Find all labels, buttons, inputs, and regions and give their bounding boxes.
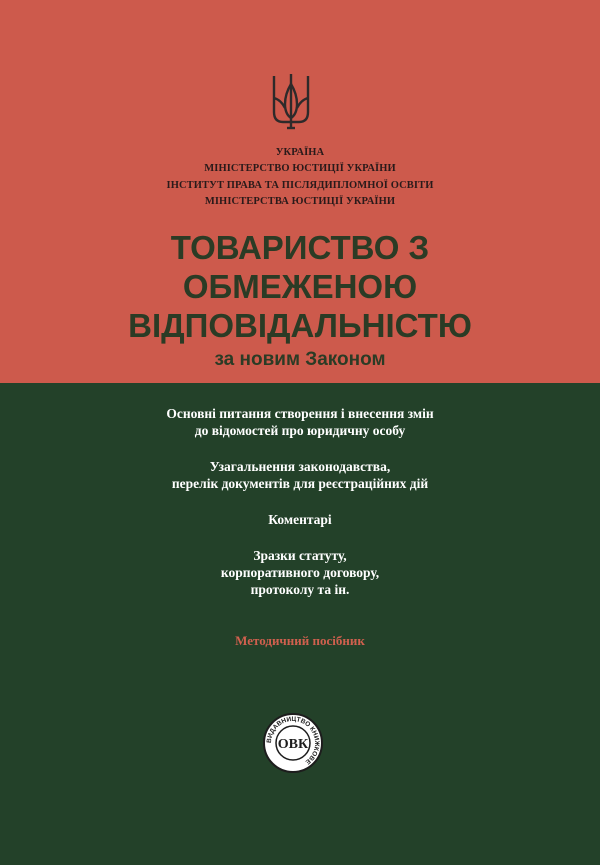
book-subtitle: за новим Законом: [214, 349, 386, 370]
book-title-line-1: ТОВАРИСТВО З: [170, 229, 430, 266]
description-line: до відомостей про юридичну особу: [194, 423, 406, 438]
org-line-institute: ІНСТИТУТ ПРАВА ТА ПІСЛЯДИПЛОМНОЇ ОСВІТИ: [166, 180, 434, 191]
logo-ring-text: ВИДАВНИЦТВО КНИЖКОВЕ: [265, 715, 321, 766]
description-line: Зразки статуту,: [253, 548, 347, 563]
description-line: протоколу та ін.: [250, 582, 350, 597]
org-line-institute-ministry: МІНІСТЕРСТВА ЮСТИЦІЇ УКРАЇНИ: [204, 196, 396, 207]
ovk-publisher-logo: [262, 712, 324, 774]
description-line: Узагальнення законодавства,: [209, 459, 391, 474]
description-line: Коментарі: [268, 512, 332, 527]
description-line: перелік документів для реєстраційних дій: [171, 476, 429, 491]
book-title-line-2: ОБМЕЖЕНОЮ: [182, 268, 418, 305]
org-line-country: УКРАЇНА: [275, 147, 325, 158]
description-line: Основні питання створення і внесення змін: [166, 406, 434, 421]
org-line-ministry: МІНІСТЕРСТВО ЮСТИЦІЇ УКРАЇНИ: [204, 163, 396, 174]
book-genre: Методичний посібник: [235, 633, 365, 648]
logo-text: ОВК: [277, 737, 309, 752]
book-title-line-3: ВІДПОВІДАЛЬНІСТЮ: [128, 307, 472, 344]
description-line: корпоративного договору,: [220, 565, 380, 580]
trident-icon: [271, 72, 311, 130]
cover-bottom-panel: [0, 383, 600, 865]
